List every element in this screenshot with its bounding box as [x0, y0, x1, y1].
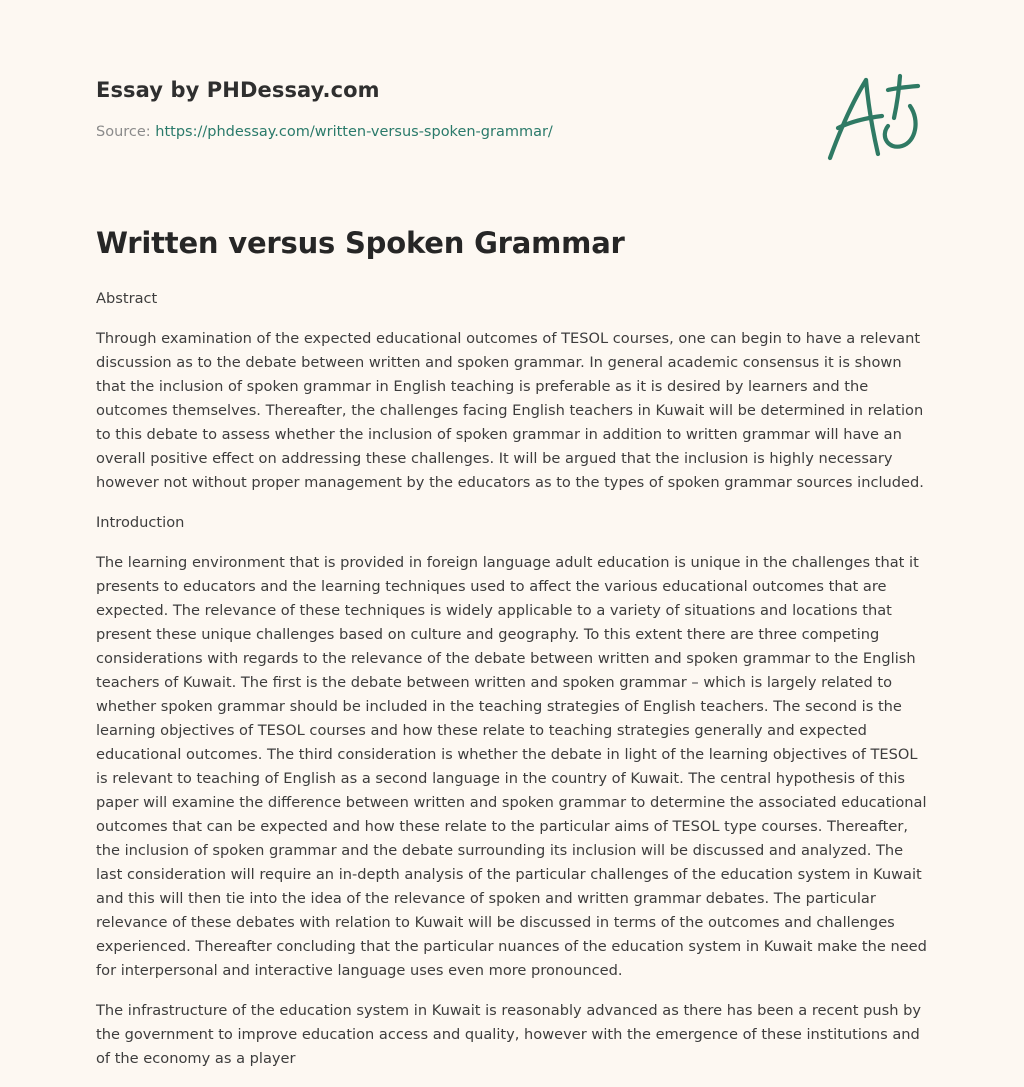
- source-label: Source:: [96, 124, 151, 140]
- introduction-paragraph: The learning environment that is provided in foreign language adult education is unique in the challenges that it presents to educators and the learning techniques used to affect the various educational outcomes that are expected. The relevance of these techniques is widely applicable to a variety of situations and locations that present these unique challenges based on culture and geography. To this extent there are three competing considerations with regards to the relevance of the debate between written and spoken grammar to the English teachers of Kuwait. The first is the debate between written and spoken grammar – which is largely related to whether spoken grammar should be included in the teaching strategies of English teachers. The second is the learning objectives of TESOL courses and how these relate to teaching strategies generally and expected educational outcomes. The third consideration is whether the debate in light of the learning objectives of TESOL is relevant to teaching of English as a second language in the country of Kuwait. The central hypothesis of this paper will examine the difference between written and spoken grammar to determine the associated educational outcomes that can be expected and how these relate to the particular aims of TESOL type courses. Thereafter, the inclusion of spoken grammar and the debate surrounding its inclusion will be discussed and analyzed. The last consideration will require an in-depth analysis of the particular challenges of the education system in Kuwait and this will then tie into the idea of the relevance of spoken and written grammar debates. The particular relevance of these debates with relation to Kuwait will be discussed in terms of the outcomes and challenges experienced. Thereafter concluding that the particular nuances of the education system in Kuwait make the need for interpersonal and interactive language uses even more pronounced.: [96, 554, 927, 979]
- a-plus-grade-icon: [822, 66, 930, 166]
- source-line: [96, 124, 553, 140]
- essay-body: [96, 287, 931, 1087]
- section-heading-introduction: Introduction: [96, 514, 185, 531]
- abstract-paragraph: Through examination of the expected educational outcomes of TESOL courses, one can begin to have a relevant discussion as to the debate between written and spoken grammar. In general academic consensus it is shown that the inclusion of spoken grammar in English teaching is preferable as it is desired by learners and the outcomes themselves. Thereafter, the challenges facing English teachers in Kuwait will be determined in relation to this debate to assess whether the inclusion of spoken grammar in addition to written grammar will have an overall positive effect on addressing these challenges. It will be argued that the inclusion is highly necessary however not without proper management by the educators as to the types of spoken grammar sources included.: [96, 330, 924, 491]
- source-link[interactable]: https://phdessay.com/written-versus-spoken-grammar/: [155, 124, 553, 140]
- section-heading-abstract: Abstract: [96, 290, 158, 307]
- essay-title: Written versus Spoken Grammar: [96, 226, 625, 260]
- site-brand: Essay by PHDessay.com: [96, 78, 380, 102]
- introduction-paragraph: The infrastructure of the education system in Kuwait is reasonably advanced as there has been a recent push by the government to improve education access and quality, however with the emergence of these institutions and of the economy as a player: [96, 1002, 921, 1067]
